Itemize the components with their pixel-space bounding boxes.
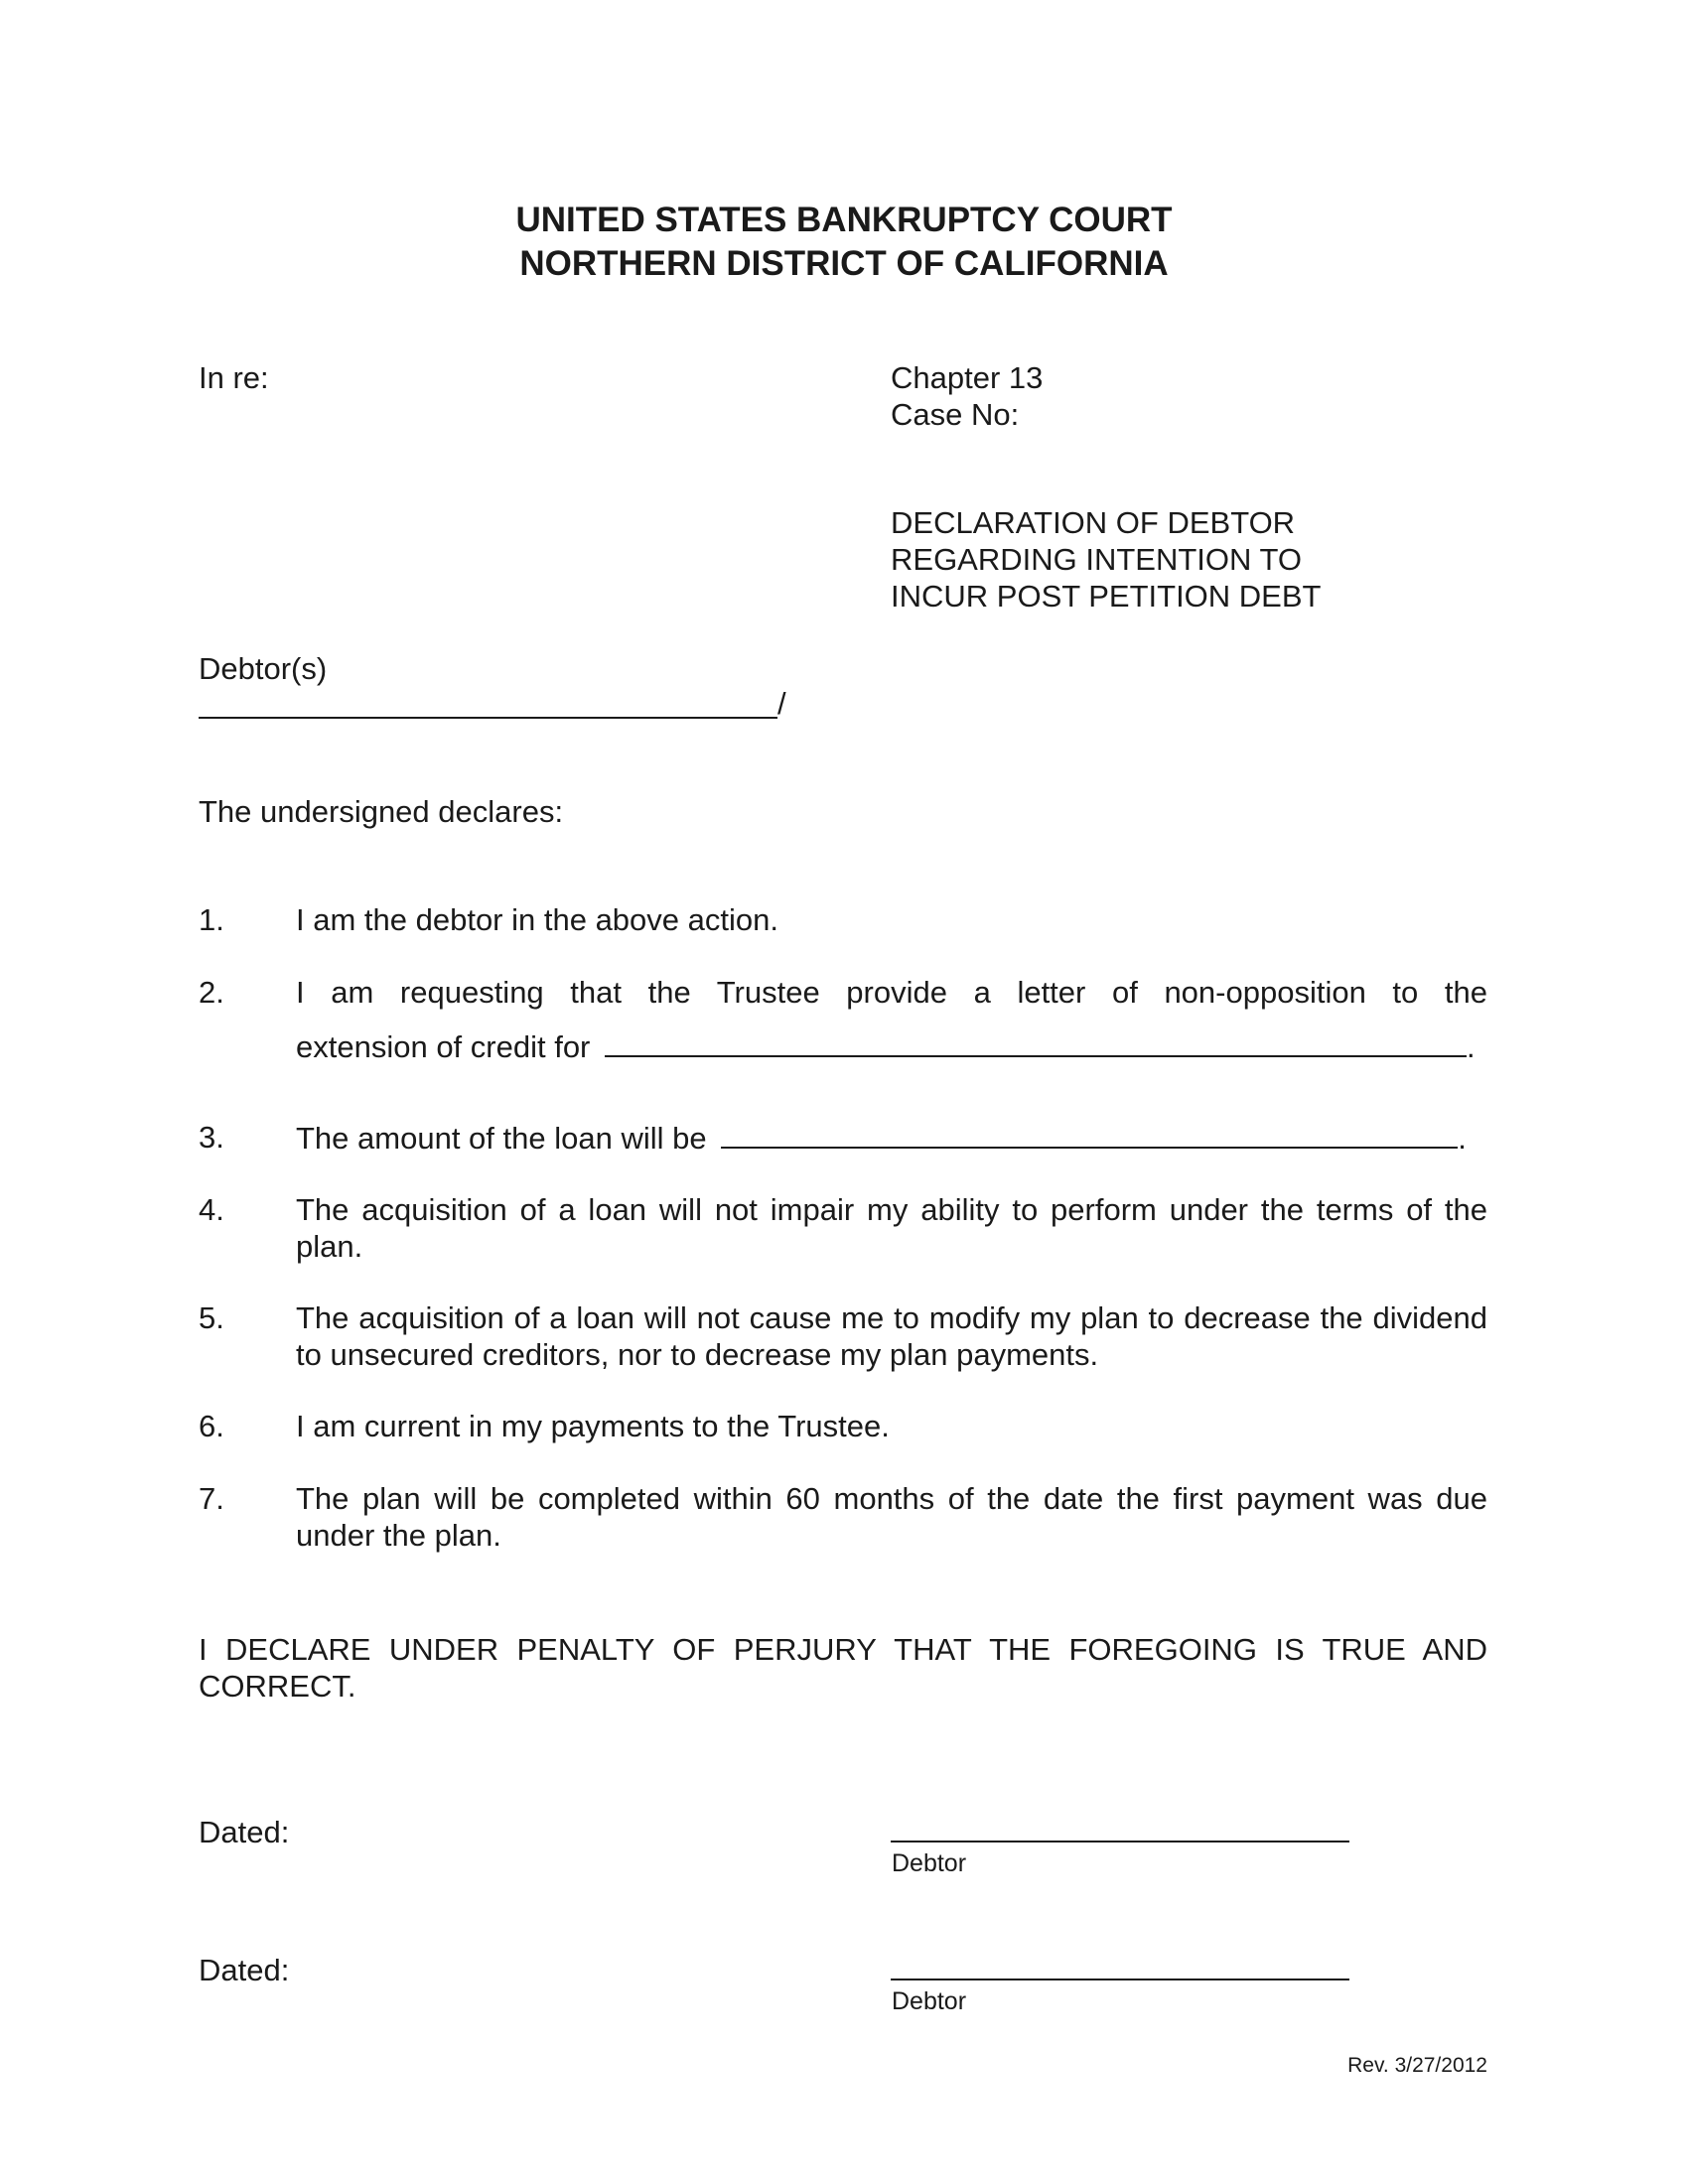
in-re-label: In re: [199, 360, 269, 395]
item-text: The acquisition of a loan will not impair my ability to perform under the terms of the plan. [296, 1192, 1487, 1264]
court-district: NORTHERN DISTRICT OF CALIFORNIA [519, 244, 1169, 283]
signer-label: Debtor [892, 1987, 967, 2015]
item-number: 6. [199, 1409, 224, 1443]
court-name: UNITED STATES BANKRUPTCY COURT [515, 201, 1173, 239]
document-title [891, 504, 1321, 614]
item-text [296, 1119, 1467, 1157]
item-text-part: The amount of the loan will be [296, 1121, 707, 1156]
dated-label: Dated: [199, 1815, 290, 1849]
chapter-label: Chapter 13 [891, 360, 1044, 395]
debtor-signature-line[interactable] [891, 1979, 1349, 1980]
item-text: The plan will be completed within 60 months of the date the first payment was due under the plan. [296, 1481, 1487, 1553]
perjury-declaration: I DECLARE UNDER PENALTY OF PERJURY THAT THE FOREGOING IS TRUE AND CORRECT. [199, 1632, 1487, 1704]
item-text-continued [296, 1027, 1476, 1065]
credit-purpose-blank[interactable] [605, 1027, 1467, 1057]
item-number: 3. [199, 1120, 224, 1155]
item-number: 5. [199, 1300, 224, 1335]
item-text-part: extension of credit for [296, 1029, 591, 1064]
document-title-line: REGARDING INTENTION TO [891, 542, 1302, 577]
loan-amount-blank[interactable] [721, 1119, 1458, 1149]
debtor-signature-line[interactable] [891, 1841, 1349, 1843]
item-suffix: . [1458, 1121, 1467, 1156]
document-title-line: DECLARATION OF DEBTOR [891, 505, 1296, 540]
document-title-line: INCUR POST PETITION DEBT [891, 579, 1322, 614]
signer-label: Debtor [892, 1849, 967, 1877]
item-text: I am current in my payments to the Trustee. [296, 1409, 890, 1443]
case-no-label: Case No: [891, 397, 1020, 432]
dated-label: Dated: [199, 1953, 290, 1987]
item-number: 1. [199, 902, 224, 937]
item-text: I am requesting that the Trustee provide a letter of non-opposition to the [296, 975, 1487, 1010]
debtors-label: Debtor(s) [199, 651, 328, 686]
item-number: 2. [199, 975, 224, 1010]
court-header [0, 199, 1688, 286]
item-suffix: . [1467, 1029, 1476, 1064]
item-text: The acquisition of a loan will not cause me to modify my plan to decrease the dividend to unsecured creditors, nor to decrease my plan payments. [296, 1300, 1487, 1372]
debtor-name-line [199, 717, 777, 719]
item-number: 7. [199, 1481, 224, 1516]
item-text: I am the debtor in the above action. [296, 902, 778, 937]
revision-date: Rev. 3/27/2012 [1347, 2054, 1487, 2077]
intro-text: The undersigned declares: [199, 794, 564, 829]
item-number: 4. [199, 1192, 224, 1227]
caption-slash: / [777, 686, 786, 721]
